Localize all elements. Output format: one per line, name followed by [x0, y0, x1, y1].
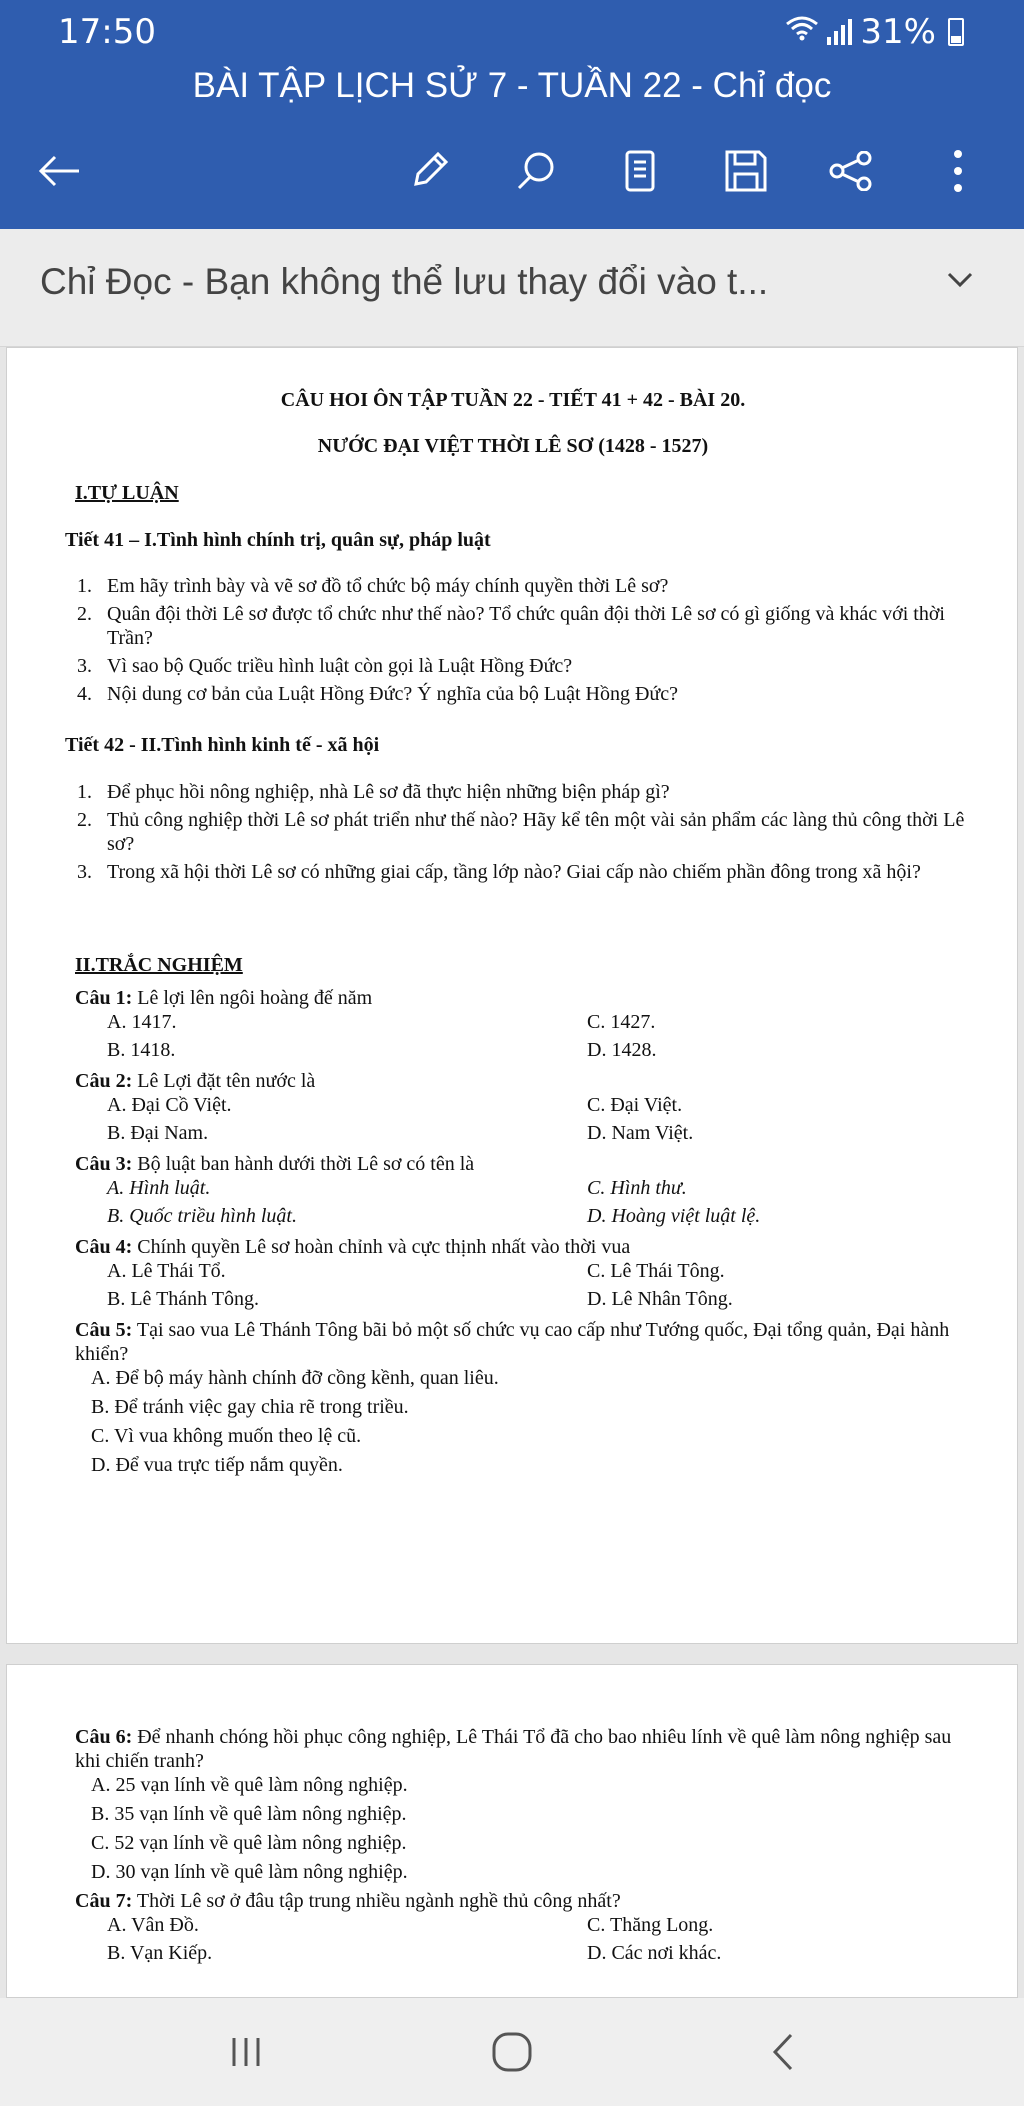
recent-apps-icon[interactable]: [216, 2022, 276, 2082]
lesson-41-heading: Tiết 41 – I.Tình hình chính trị, quân sự, pháp luật: [65, 529, 491, 551]
list-item: 1. Em hãy trình bày và vẽ sơ đồ tổ chức bộ máy chính quyền thời Lê sơ?: [77, 575, 669, 597]
wifi-icon: [785, 14, 819, 50]
option: C. 52 vạn lính về quê làm nông nghiệp.: [91, 1832, 407, 1854]
option: D. Lê Nhân Tông.: [587, 1288, 733, 1310]
list-item: 3. Vì sao bộ Quốc triều hình luật còn gọi là Luật Hồng Đức?: [77, 655, 573, 677]
option: C. 1427.: [587, 1011, 656, 1033]
option: D. 1428.: [587, 1039, 657, 1061]
search-icon[interactable]: [505, 140, 567, 202]
list-item: 1. Để phục hồi nông nghiệp, nhà Lê sơ đã thực hiện những biện pháp gì?: [77, 781, 670, 803]
share-icon[interactable]: [820, 140, 882, 202]
document-page-1: [6, 347, 1018, 1644]
question-5-options: [75, 1366, 975, 1482]
mcq-block: [75, 983, 975, 1482]
question-7: Câu 7: Thời Lê sơ ở đâu tập trung nhiều ngành nghề thủ công nhất?: [75, 1890, 621, 1912]
option: A. Lê Thái Tổ.: [107, 1260, 226, 1282]
lesson-42-questions: [77, 780, 977, 888]
option: D. Nam Việt.: [587, 1122, 694, 1144]
option: B. 35 vạn lính về quê làm nông nghiệp.: [91, 1803, 407, 1825]
option: B. Lê Thánh Tông.: [107, 1288, 260, 1310]
question-2: Câu 2: Lê Lợi đặt tên nước là: [75, 1070, 316, 1092]
section-essay-heading: I.TỰ LUẬN: [75, 482, 179, 504]
save-icon[interactable]: [715, 140, 777, 202]
chevron-down-icon[interactable]: [946, 271, 974, 294]
lesson-42-heading: Tiết 42 - II.Tình hình kinh tế - xã hội: [65, 734, 380, 756]
question-5: Câu 5: Tại sao vua Lê Thánh Tông bãi bỏ một số chức vụ cao cấp như Tướng quốc, Đại tổng quản, Đại hành khiển?: [75, 1319, 950, 1365]
option: C. Hình thư.: [587, 1177, 687, 1199]
option: A. 25 vạn lính về quê làm nông nghiệp.: [91, 1774, 408, 1796]
question-4: Câu 4: Chính quyền Lê sơ hoàn chỉnh và cực thịnh nhất vào thời vua: [75, 1236, 631, 1258]
option: B. Đại Nam.: [107, 1122, 209, 1144]
document-title: BÀI TẬP LỊCH SỬ 7 - TUẦN 22 - Chỉ đọc: [192, 66, 832, 105]
option: D. 30 vạn lính về quê làm nông nghiệp.: [91, 1861, 408, 1883]
battery-icon: [948, 18, 964, 46]
question-2-options: [107, 1093, 975, 1149]
question-3-options: [107, 1176, 975, 1232]
option: D. Để vua trực tiếp nắm quyền.: [91, 1454, 343, 1476]
system-nav-bar: [0, 1998, 1024, 2106]
option: B. Vạn Kiếp.: [107, 1942, 213, 1964]
option: A. Đại Cồ Việt.: [107, 1094, 232, 1116]
app-bar: [0, 0, 1024, 229]
option: A. Vân Đồ.: [107, 1914, 199, 1936]
document-page-2: [6, 1664, 1018, 1998]
status-icons: [785, 12, 964, 52]
list-item: 4. Nội dung cơ bản của Luật Hồng Đức? Ý nghĩa của bộ Luật Hồng Đức?: [77, 683, 678, 705]
option: B. 1418.: [107, 1039, 176, 1061]
back-icon[interactable]: [752, 2022, 812, 2082]
option: C. Đại Việt.: [587, 1094, 683, 1116]
option: B. Quốc triều hình luật.: [107, 1205, 297, 1227]
option: B. Để tránh việc gay chia rẽ trong triều.: [91, 1396, 409, 1418]
read-only-message: Chỉ Đọc - Bạn không thể lưu thay đổi vào t...: [40, 261, 769, 302]
option: C. Thăng Long.: [587, 1914, 714, 1936]
more-options-icon[interactable]: [927, 140, 989, 202]
question-4-options: [107, 1259, 975, 1315]
option: A. Hình luật.: [107, 1177, 211, 1199]
home-icon[interactable]: [482, 2022, 542, 2082]
doc-heading-1: CÂU HOI ÔN TẬP TUẦN 22 - TIẾT 41 + 42 - BÀI 20.: [280, 389, 746, 411]
pencil-icon[interactable]: [398, 140, 460, 202]
back-arrow-icon[interactable]: [28, 140, 90, 202]
status-bar: [0, 0, 1024, 62]
option: D. Hoàng việt luật lệ.: [587, 1205, 761, 1227]
lesson-41-questions: [77, 574, 977, 710]
option: C. Vì vua không muốn theo lệ cũ.: [91, 1425, 362, 1447]
option: D. Các nơi khác.: [587, 1942, 722, 1964]
option: C. Lê Thái Tông.: [587, 1260, 725, 1282]
read-only-banner[interactable]: [0, 229, 1024, 347]
signal-icon: [827, 19, 852, 45]
reading-view-icon[interactable]: [609, 140, 671, 202]
question-1-options: [107, 1010, 975, 1066]
question-7-options: [107, 1913, 975, 1969]
status-time: 17:50: [58, 12, 156, 52]
doc-heading-2: NƯỚC ĐẠI VIỆT THỜI LÊ SƠ (1428 - 1527): [317, 435, 709, 457]
question-1: Câu 1: Lê lợi lên ngôi hoàng đế năm: [75, 987, 373, 1009]
list-item: 2. Quân đội thời Lê sơ được tổ chức như thế nào? Tổ chức quân đội thời Lê sơ có gì giống và khác với thời Trần?: [77, 603, 945, 649]
toolbar: [0, 140, 1024, 202]
question-3: Câu 3: Bộ luật ban hành dưới thời Lê sơ có tên là: [75, 1153, 475, 1175]
battery-percent: 31%: [860, 12, 936, 52]
list-item: 2. Thủ công nghiệp thời Lê sơ phát triển như thế nào? Hãy kể tên một vài sản phẩm các làng thủ công thời Lê sơ?: [77, 809, 965, 855]
section-mcq-heading: II.TRẮC NGHIỆM: [75, 954, 243, 976]
question-6-options: [75, 1773, 975, 1889]
list-item: 3. Trong xã hội thời Lê sơ có những giai cấp, tầng lớp nào? Giai cấp nào chiếm phần đông trong xã hội?: [77, 861, 921, 883]
mcq-block-2: [75, 1725, 975, 1969]
option: A. 1417.: [107, 1011, 177, 1033]
question-6: Câu 6: Để nhanh chóng hồi phục công nghiệp, Lê Thái Tổ đã cho bao nhiêu lính về quê làm nông nghiệp sau khi chiến tranh?: [75, 1726, 952, 1772]
option: A. Để bộ máy hành chính đỡ cồng kềnh, quan liêu.: [91, 1367, 499, 1389]
